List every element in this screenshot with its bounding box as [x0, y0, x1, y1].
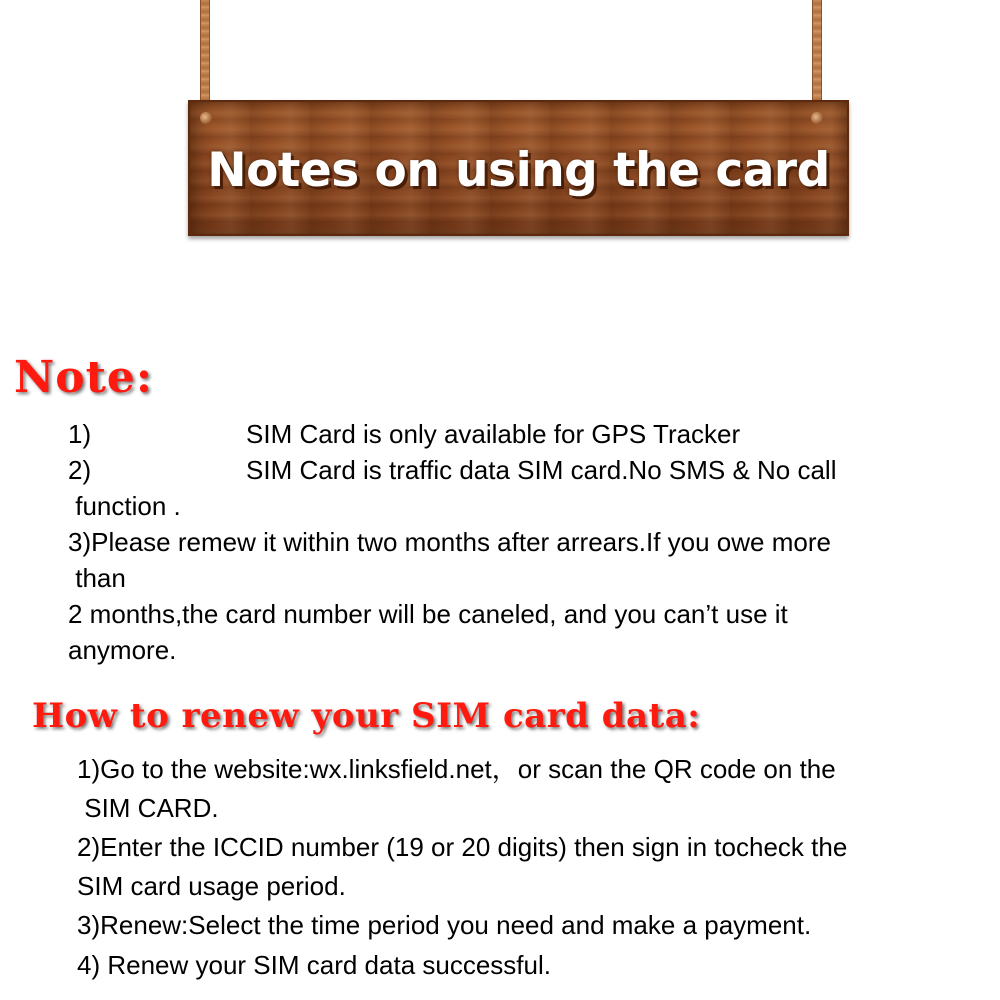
note-line: function . — [68, 491, 181, 521]
renew-heading: How to renew your SIM card data: — [32, 696, 701, 736]
right-rope — [812, 0, 822, 112]
renew-line: SIM card usage period. — [77, 871, 346, 901]
note-item-text: SIM Card is only available for GPS Tracker — [246, 419, 741, 449]
renew-line: 2)Enter the ICCID number (19 or 20 digits) then sign in tocheck the — [77, 832, 848, 862]
nail-icon — [200, 112, 212, 124]
note-item-number: 2) — [68, 455, 92, 485]
note-heading: Note: — [14, 352, 154, 403]
note-line: than — [68, 563, 126, 593]
renew-line: 1)Go to the website:wx.linksfield.net，or scan the QR code on the — [77, 754, 836, 784]
nail-icon — [811, 112, 823, 124]
left-rope — [200, 0, 210, 112]
renew-line: 4) Renew your SIM card data successful. — [77, 950, 551, 980]
note-item-text: SIM Card is traffic data SIM card.No SMS & No call — [246, 455, 837, 485]
renew-line: SIM CARD. — [77, 793, 219, 823]
note-line: anymore. — [68, 635, 177, 665]
sign-title: Notes on using the card — [207, 142, 830, 198]
note-line: 3)Please remew it within two months after arrears.If you owe more — [68, 527, 831, 557]
renew-line: 3)Renew:Select the time period you need and make a payment. — [77, 910, 812, 940]
wooden-sign-banner — [188, 100, 849, 236]
note-item-1 — [68, 421, 740, 447]
note-line: 2 months,the card number will be caneled, and you can’t use it — [68, 599, 788, 629]
note-item-2 — [68, 457, 836, 483]
note-item-number: 1) — [68, 419, 92, 449]
